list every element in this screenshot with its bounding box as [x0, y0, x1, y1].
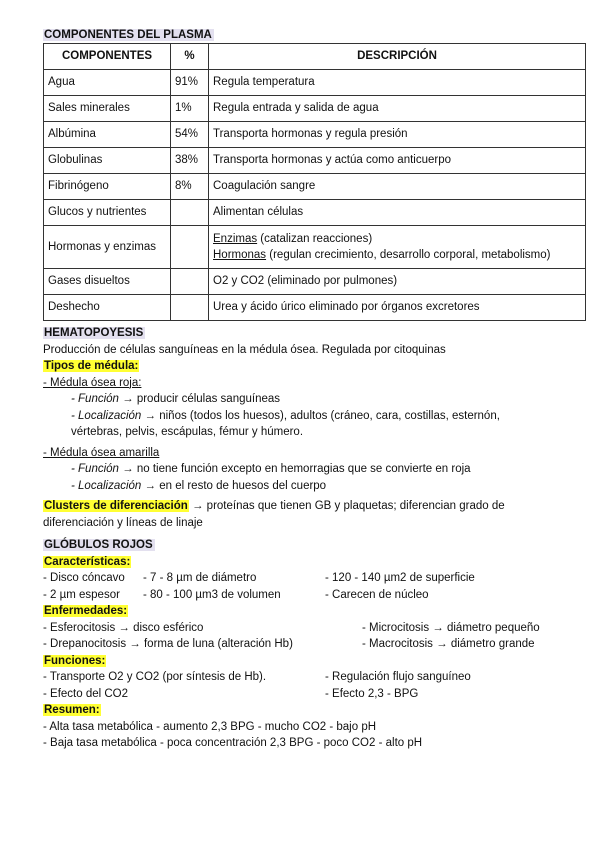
amarilla-localizacion	[43, 478, 588, 495]
caracteristicas-row-1	[43, 570, 588, 587]
cell-component: Albúmina	[44, 122, 171, 148]
cell-component: Agua	[44, 70, 171, 96]
list-item: - Microcitosis → diámetro pequeño	[362, 621, 540, 634]
localizacion-text: → en el resto de huesos del cuerpo	[141, 479, 327, 492]
cell-component: Sales minerales	[44, 96, 171, 122]
cell-component: Glucos y nutrientes	[44, 200, 171, 226]
localizacion-label: - Localización	[71, 479, 142, 492]
list-item: - Regulación flujo sanguíneo	[325, 671, 471, 683]
table-row	[44, 269, 586, 295]
header-descripcion: DESCRIPCIÓN	[209, 44, 586, 70]
table-header-row	[44, 44, 586, 70]
list-item: - Drepanocitosis → forma de luna (alteración Hb)	[43, 638, 293, 650]
funciones-title: Funciones:	[44, 654, 106, 667]
list-item: - Efecto del CO2	[43, 687, 129, 700]
resumen-item: - Alta tasa metabólica - aumento 2,3 BPG - mucho CO2 - bajo pH	[43, 720, 377, 733]
resumen-title: Resumen:	[44, 704, 100, 716]
table-row	[44, 70, 586, 96]
cell-percent: 8%	[171, 174, 209, 200]
funcion-text: → producir células sanguíneas	[118, 393, 281, 405]
globulos-title: GLÓBULOS ROJOS	[44, 539, 153, 551]
header-componentes: COMPONENTES	[44, 44, 171, 70]
header-percent: %	[171, 44, 209, 70]
enzimas-line	[213, 231, 581, 248]
amarilla-funcion	[43, 461, 588, 478]
globulos-section	[43, 537, 588, 752]
clusters-line	[43, 498, 588, 515]
cell-component: Deshecho	[44, 295, 171, 321]
enfermedades-row-1	[43, 620, 588, 637]
cell-percent	[171, 295, 209, 321]
hormonas-text: (regulan crecimiento, desarrollo corporal, metabolismo)	[266, 249, 551, 261]
plasma-title: COMPONENTES DEL PLASMA	[44, 29, 212, 41]
enfermedades-title: Enfermedades:	[44, 605, 128, 617]
list-item: - Disco cóncavo	[43, 572, 125, 584]
clusters-title: Clusters de diferenciación	[44, 500, 188, 512]
cell-percent	[171, 226, 209, 269]
cell-description: Urea y ácido úrico eliminado por órganos excretores	[209, 295, 586, 321]
list-item: - 7 - 8 µm de diámetro	[143, 572, 257, 584]
list-item: - Carecen de núcleo	[325, 588, 429, 601]
amarilla-title: - Médula ósea amarilla	[43, 446, 160, 459]
cell-component: Globulinas	[44, 148, 171, 174]
caracteristicas-row-2	[43, 587, 588, 604]
funcion-label: - Función	[71, 463, 119, 475]
enfermedades-row-2	[43, 636, 588, 653]
localizacion-text: → niños (todos los huesos), adultos (cráneo, cara, costillas, esternón,	[141, 409, 500, 422]
funcion-label: - Función	[71, 393, 119, 405]
list-item: - Esferocitosis → disco esférico	[43, 621, 204, 634]
roja-title: - Médula ósea roja:	[43, 376, 142, 389]
cell-percent: 1%	[171, 96, 209, 122]
list-item: - Efecto 2,3 - BPG	[325, 687, 419, 700]
hemato-section	[43, 325, 588, 531]
cell-percent	[171, 269, 209, 295]
list-item: - 80 - 100 µm3 de volumen	[143, 588, 281, 601]
funciones-row-2	[43, 686, 588, 703]
list-item: - Transporte O2 y CO2 (por síntesis de Hb).	[43, 671, 267, 683]
cell-description: O2 y CO2 (eliminado por pulmones)	[209, 269, 586, 295]
table-row	[44, 200, 586, 226]
cell-percent: 91%	[171, 70, 209, 96]
tipos-title: Tipos de médula:	[44, 360, 139, 372]
resumen-item: - Baja tasa metabólica - poca concentración 2,3 BPG - poco CO2 - alto pH	[43, 737, 423, 749]
cell-percent: 54%	[171, 122, 209, 148]
document-page	[43, 27, 588, 752]
cell-description: Regula entrada y salida de agua	[209, 96, 586, 122]
hemato-intro: Producción de células sanguíneas en la médula ósea. Regulada por citoquinas	[43, 343, 446, 356]
cell-description	[209, 226, 586, 269]
table-row	[44, 122, 586, 148]
table-row	[44, 295, 586, 321]
cell-percent: 38%	[171, 148, 209, 174]
clusters-text: → proteínas que tienen GB y plaquetas; diferencian grado de	[188, 500, 505, 512]
clusters-line-cont: diferenciación y líneas de linaje	[43, 516, 203, 529]
funcion-text: → no tiene función excepto en hemorragias que se convierte en roja	[118, 463, 471, 475]
cell-description: Transporta hormonas y actúa como anticuerpo	[209, 148, 586, 174]
list-item: - 2 µm espesor	[43, 588, 120, 601]
caracteristicas-title: Características:	[44, 555, 131, 568]
roja-localizacion	[43, 408, 588, 425]
cell-component: Hormonas y enzimas	[44, 226, 171, 269]
hormonas-line	[213, 247, 581, 264]
table-row	[44, 148, 586, 174]
table-row	[44, 226, 586, 269]
hormonas-term: Hormonas	[213, 249, 267, 261]
cell-description: Transporta hormonas y regula presión	[209, 122, 586, 148]
enzimas-term: Enzimas	[213, 232, 258, 245]
cell-description: Regula temperatura	[209, 70, 586, 96]
cell-percent	[171, 200, 209, 226]
cell-component: Fibrinógeno	[44, 174, 171, 200]
enzimas-text: (catalizan reacciones)	[257, 232, 373, 245]
roja-localizacion-cont: vértebras, pelvis, escápulas, fémur y húmero.	[71, 426, 304, 438]
plasma-table	[43, 43, 586, 321]
roja-funcion	[43, 391, 588, 408]
list-item: - Macrocitosis → diámetro grande	[362, 638, 535, 650]
table-row	[44, 174, 586, 200]
list-item: - 120 - 140 µm2 de superficie	[325, 572, 475, 584]
cell-description: Alimentan células	[209, 200, 586, 226]
localizacion-label: - Localización	[71, 409, 142, 422]
hemato-title: HEMATOPOYESIS	[44, 327, 144, 339]
funciones-row-1	[43, 669, 588, 686]
cell-component: Gases disueltos	[44, 269, 171, 295]
cell-description: Coagulación sangre	[209, 174, 586, 200]
plasma-section-title	[43, 27, 588, 43]
table-row	[44, 96, 586, 122]
